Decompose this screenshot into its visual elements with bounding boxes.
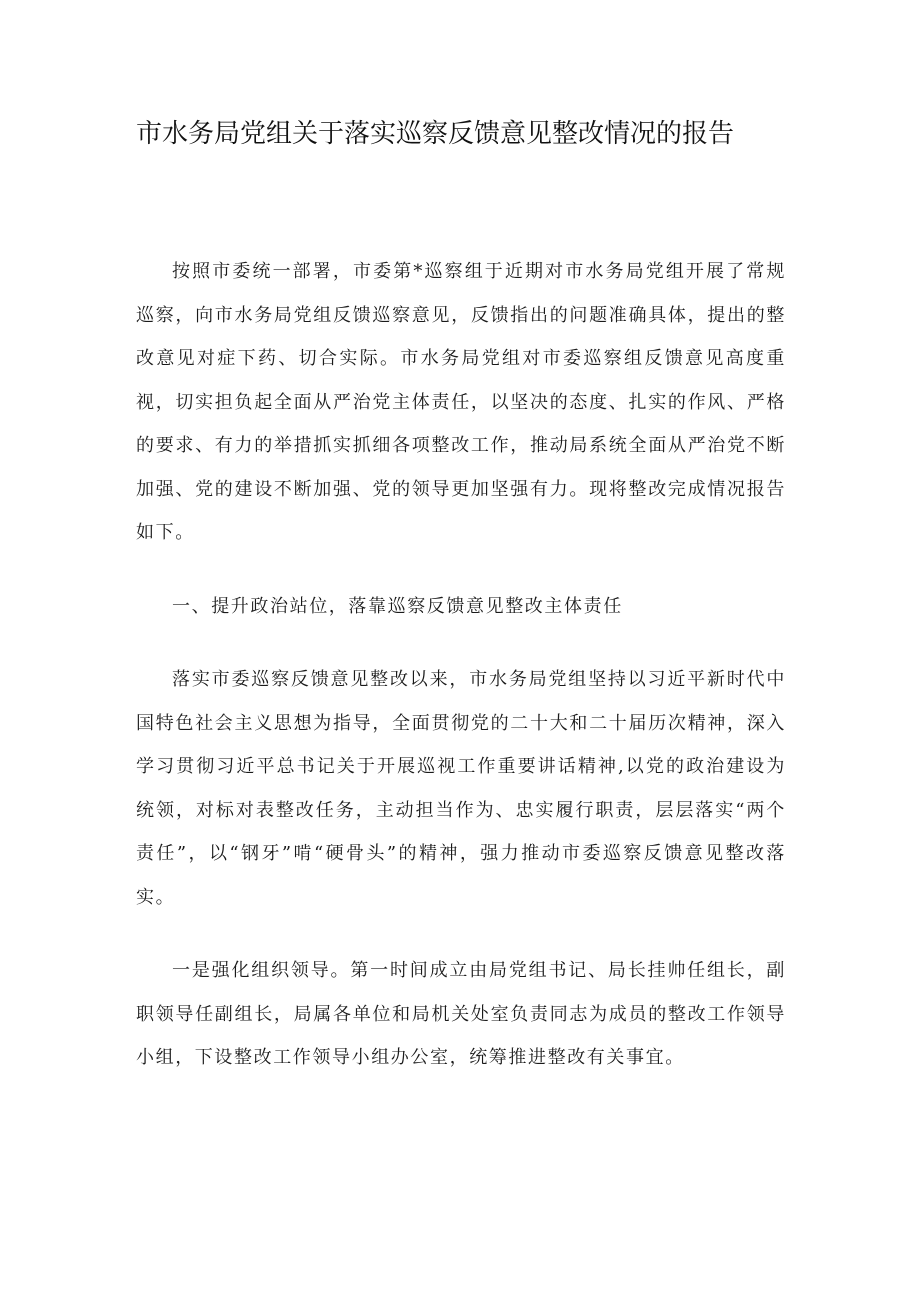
document-body [136, 250, 786, 1080]
section-heading-1: 一、提升政治站位，落靠巡察反馈意见整改主体责任 [172, 595, 623, 617]
document-title: 市水务局党组关于落实巡察反馈意见整改情况的报告 [136, 119, 735, 149]
point-1-paragraph: 一是强化组织领导。第一时间成立由局党组书记、局长挂帅任组长，副职领导任副组长，局属各单位和局机关处室负责同志为成员的整改工作领导小组，下设整改工作领导小组办公室，统筹推进整改有关事宜。 [136, 960, 786, 1068]
intro-paragraph: 按照市委统一部署，市委第*巡察组于近期对市水务局党组开展了常规巡察，向市水务局党组反馈巡察意见，反馈指出的问题准确具体，提出的整改意见对症下药、切合实际。市水务局党组对市委巡察组反馈意见高度重视，切实担负起全面从严治党主体责任，以坚决的态度、扎实的作风、严格的要求、有力的举措抓实抓细各项整改工作，推动局系统全面从严治党不断加强、党的建设不断加强、党的领导更加坚强有力。现将整改完成情况报告如下。 [136, 261, 786, 543]
section-1-paragraph: 落实市委巡察反馈意见整改以来，市水务局党组坚持以习近平新时代中国特色社会主义思想为指导，全面贯彻党的二十大和二十届历次精神，深入学习贯彻习近平总书记关于开展巡视工作重要讲话精神,以党的政治建设为统领，对标对表整改任务，主动担当作为、忠实履行职责，层层落实“两个责任”，以“钢牙”啃“硬骨头”的精神，强力推动市委巡察反馈意见整改落实。 [136, 669, 786, 908]
